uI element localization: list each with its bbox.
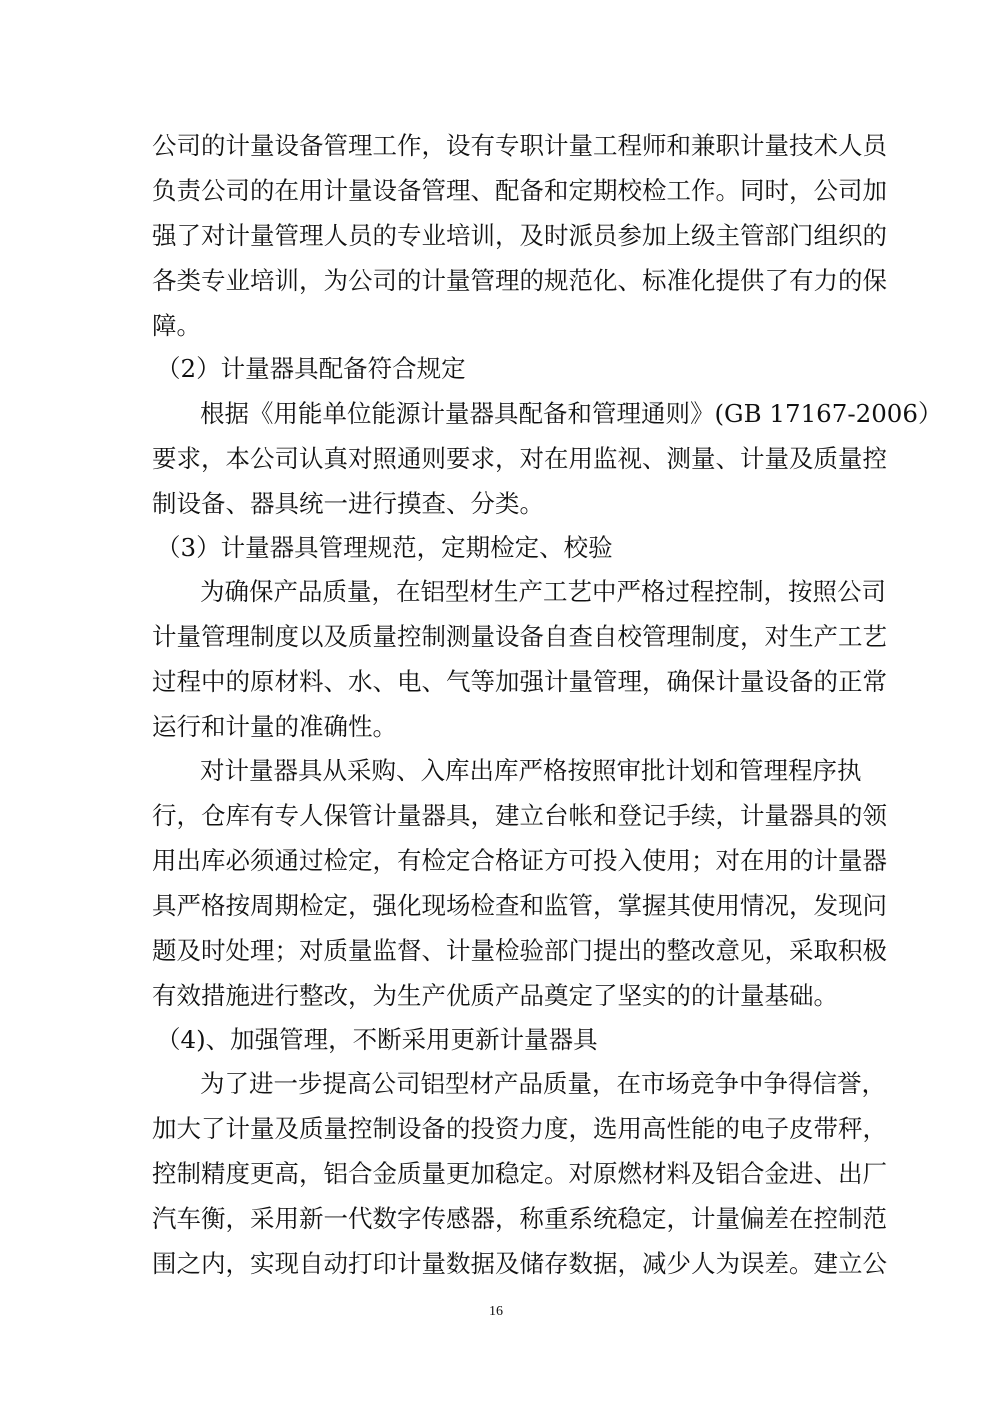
- paragraph-0-line-0: 公司的计量设备管理工作，设有专职计量工程师和兼职计量技术人员: [152, 131, 887, 160]
- paragraph-5-line-0: 对计量器具从采购、入库出库严格按照审批计划和管理程序执: [200, 756, 862, 785]
- page-number: 16: [489, 1304, 503, 1319]
- section-heading-4: （4)、加强管理，不断采用更新计量器具: [156, 1025, 598, 1054]
- paragraph-5-line-4: 题及时处理；对质量监督、计量检验部门提出的整改意见，采取积极: [152, 936, 887, 965]
- paragraph-4-line-2: 过程中的原材料、水、电、气等加强计量管理，确保计量设备的正常: [152, 667, 887, 696]
- paragraph-2-line-2: 制设备、器具统一进行摸查、分类。: [152, 489, 544, 518]
- paragraph-5-line-1: 行，仓库有专人保管计量器具，建立台帐和登记手续，计量器具的领: [152, 801, 887, 830]
- paragraph-0-line-4: 障。: [152, 311, 201, 340]
- paragraph-5-line-3: 具严格按周期检定，强化现场检查和监管，掌握其使用情况，发现问: [152, 891, 887, 920]
- paragraph-2-line-0: 根据《用能单位能源计量器具配备和管理通则》(GB 17167-2006）: [200, 399, 943, 428]
- section-heading-2: （2）计量器具配备符合规定: [156, 354, 466, 383]
- paragraph-5-line-2: 用出库必须通过检定，有检定合格证方可投入使用；对在用的计量器: [152, 846, 887, 875]
- paragraph-4-line-1: 计量管理制度以及质量控制测量设备自查自校管理制度，对生产工艺: [152, 622, 887, 651]
- paragraph-0-line-2: 强了对计量管理人员的专业培训，及时派员参加上级主管部门组织的: [152, 221, 887, 250]
- paragraph-5-line-5: 有效措施进行整改，为生产优质产品奠定了坚实的的计量基础。: [152, 981, 838, 1010]
- paragraph-4-line-0: 为确保产品质量，在铝型材生产工艺中严格过程控制，按照公司: [200, 577, 886, 606]
- paragraph-4-line-3: 运行和计量的准确性。: [152, 712, 397, 741]
- section-heading-3: （3）计量器具管理规范，定期检定、校验: [156, 533, 613, 562]
- paragraph-7-line-3: 汽车衡，采用新一代数字传感器，称重系统稳定，计量偏差在控制范: [152, 1204, 887, 1233]
- paragraph-7-line-2: 控制精度更高，铝合金质量更加稳定。对原燃材料及铝合金进、出厂: [152, 1159, 887, 1188]
- paragraph-7-line-0: 为了进一步提高公司铝型材产品质量，在市场竞争中争得信誉，: [200, 1069, 886, 1098]
- paragraph-7-line-4: 围之内，实现自动打印计量数据及储存数据，减少人为误差。建立公: [152, 1249, 887, 1278]
- paragraph-2-line-1: 要求，本公司认真对照通则要求，对在用监视、测量、计量及质量控: [152, 444, 887, 473]
- paragraph-7-line-1: 加大了计量及质量控制设备的投资力度，选用高性能的电子皮带秤，: [152, 1114, 887, 1143]
- paragraph-0-line-3: 各类专业培训，为公司的计量管理的规范化、标准化提供了有力的保: [152, 266, 887, 295]
- paragraph-0-line-1: 负责公司的在用计量设备管理、配备和定期校检工作。同时，公司加: [152, 176, 887, 205]
